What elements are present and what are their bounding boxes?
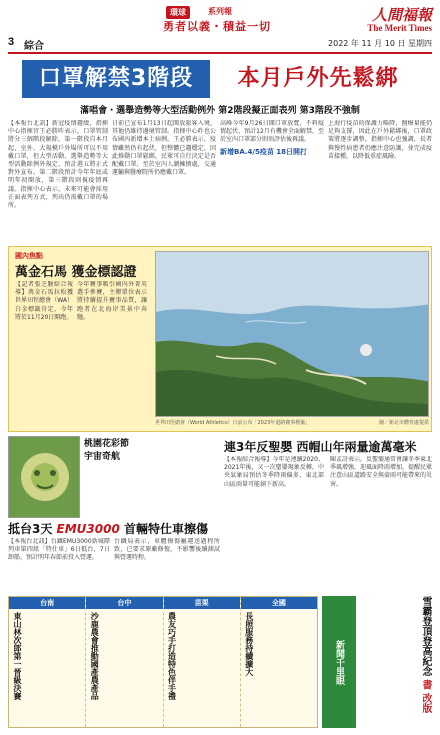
- photo-credit: 圖／新北市體育處提供: [378, 420, 429, 426]
- flower-festival-photo: [8, 436, 80, 518]
- regional-column-head: 台南: [9, 597, 85, 609]
- regional-news-box: [8, 596, 318, 728]
- regional-column-head: 全國: [241, 597, 317, 609]
- slogan-banner: [152, 4, 282, 38]
- regional-column: [9, 597, 86, 727]
- vertical-headline-line-2: 書 改版: [420, 679, 431, 713]
- coastline-photo: [155, 251, 429, 417]
- weather-story-title: 連3年反聖嬰 西帽山年兩量逾萬毫米: [224, 440, 417, 454]
- page-header: [0, 0, 440, 56]
- brand-badge: 環球: [166, 6, 190, 19]
- lead-column-3: [220, 120, 324, 242]
- regional-column: [86, 597, 163, 727]
- regional-column-head: 苗栗: [164, 597, 240, 609]
- train-story-column-2: 台鐵局表示，車體擦傷屬運送過程所致，已要求原廠修復，不影響後續測試與營運時程。: [114, 538, 220, 562]
- lead-column-1: 【本報台北訊】新冠疫情趨緩，指揮中心指揮官王必勝昨表示，口罩管制將分三個階段解除，第一階段自本月起，室外、大規模戶外場所可以不用戴口罩，但大型活動、選舉造勢等大型活動除例外規定，預計週五將正式對外宣布。第二階段預計今年年底或明年初開放，第三階段則視疫情再議。指揮中心表示，未來可能會採用正面表列方式，列出仍需戴口罩的場所。: [8, 120, 108, 210]
- slogan-text: 勇者以義・積益一切: [163, 20, 271, 33]
- photo-caption: [155, 419, 429, 426]
- regional-column-body: 東山林次郎第一晉級決賽: [13, 612, 22, 700]
- section-name: 綜合: [24, 41, 44, 52]
- train-title-model: EMU3000: [56, 522, 120, 536]
- issue-date: 2022 年 11 月 10 日 星期四: [328, 39, 432, 48]
- masthead-english: The Merit Times: [367, 23, 432, 33]
- weather-story-column-1: 【本報綜合報導】今年是連續2020、2021年後，又一次聖嬰現象反轉，中央氣象局預估冬季降雨偏多，東北部山區雨量可能創下新高。: [224, 456, 324, 488]
- headline-part-1: 口罩解禁3階段: [22, 60, 210, 98]
- news-label-vertical: 新聞千里眼: [322, 596, 356, 728]
- lead-column-2: 日前已宣布1月13日起開放旅客入境，其他仍維持邊境管制。指揮中心昨也公布國內新增本土病例。王必勝表示，疫情雖然仍有起伏，但整體已趨穩定，因此推動口罩鬆綁，民眾可自行決定是否配戴口罩。至於室內人潮擁擠處，交通運輸與醫療院所仍應戴口罩。: [112, 120, 216, 177]
- vertical-headline: [360, 596, 432, 728]
- feature-title: 萬金石馬 獲金標認證: [15, 265, 137, 280]
- lead-column-4: 上海行疫苗的保護力略降，醫療量能仍足夠支撐，因此在戶外鬆綁後，口罩政策將逐步調整。指揮中心也強調，長者與慢性病患者仍應注意防護，並完成疫苗接種，以降低重症風險。: [328, 120, 432, 160]
- photo-caption-text: 世界田徑總會（World Athletics）日前公布「2023年道路賽事標籤」: [155, 420, 311, 426]
- regional-column: [164, 597, 241, 727]
- brand-badge-secondary: 系列報: [208, 7, 232, 16]
- train-story-column-1: 【本報台北訊】台鐵EMU3000新城際列車第四組「特仕車」6日抵台，7日卸船，預計明年春節前投入營運。: [8, 538, 110, 562]
- headline-part-2: 本月戶外先鬆綁: [237, 66, 399, 91]
- thumb-caption: 桃園花彩節 宇宙奇航: [84, 439, 130, 462]
- feature-column-1: 【記者張芝駿綜合報導】萬金石馬拉松獲世界田徑總會（WA）白金標籤肯定，今年將於11月20日開跑。: [15, 281, 73, 321]
- train-title-suffix: 首輛特仕車擦傷: [124, 522, 209, 536]
- regional-column-body: 長照服務持續擴大: [244, 612, 254, 676]
- feature-column-2: 今年賽事吸引國內外菁英選手參賽，主辦單位表示將持續提升賽事品質，讓跑者在北海岸美景中奔馳。: [77, 281, 147, 321]
- header-divider: [8, 52, 432, 54]
- vaccine-subheading: 新增BA.4/5疫苗 18日開打: [220, 147, 308, 156]
- masthead-chinese: 人間福報: [371, 6, 432, 24]
- train-title-prefix: 抵台3天: [8, 522, 53, 536]
- regional-column-head: 台中: [86, 597, 162, 609]
- weather-story-column-2: 陳孟詩表示，反聖嬰通常會讓冬季東北季風增強，迎風面降雨增加，提醒民眾注意山區道路安全與豪雨可能帶來的災害。: [330, 456, 432, 488]
- main-headline: [8, 60, 432, 100]
- subheadline: 滿唱會・選舉造勢等大型活動例外 第2階段擬正面表列 第3階段不強制: [80, 106, 360, 116]
- feature-box: [8, 246, 432, 432]
- regional-column-body: 農友巧手打造特色伴手禮: [167, 612, 177, 700]
- feature-tag: 國內焦點: [15, 252, 43, 260]
- regional-column-body: 沙鹿農會推動國產農產品: [90, 612, 100, 700]
- regional-news-columns: [9, 597, 317, 727]
- newspaper-logo: [352, 4, 432, 34]
- lead-column-3-text: 高峰今年9月26日開口罩放寬，不料疫情起伏，預計12月有機會全面解禁，至於室內口罩部分則須評估後再議。: [220, 120, 324, 144]
- vertical-headline-line-1: 雪霸登頂登高紀念: [420, 596, 431, 676]
- page-number: 3: [8, 36, 15, 48]
- flower-field-image: [9, 437, 80, 518]
- coastline-photo-image: [156, 252, 429, 417]
- regional-column: [241, 597, 317, 727]
- train-story-title: [8, 520, 220, 537]
